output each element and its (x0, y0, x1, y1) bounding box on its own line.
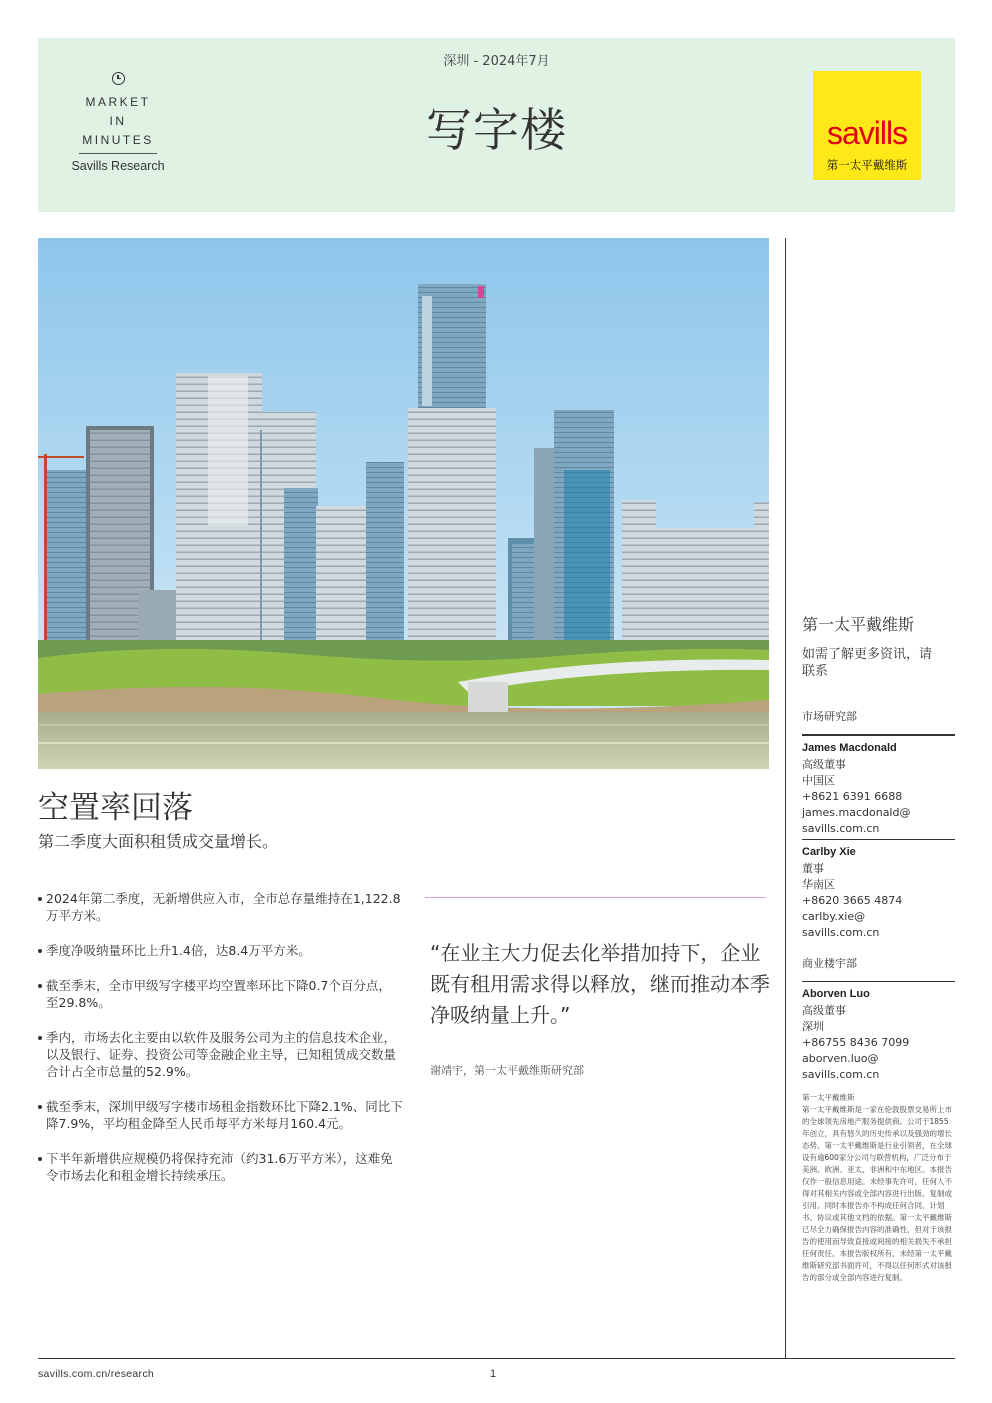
contact-email-user[interactable]: carlby.xie@ (802, 909, 866, 923)
contact-email-domain[interactable]: savills.com.cn (802, 925, 880, 939)
sidebar-divider (785, 238, 786, 1358)
key-point: 下半年新增供应规模仍将保持充沛（约31.6万平方米），这难免令市场去化和租金增长持续承压。 (38, 1150, 403, 1184)
footer-divider (38, 1358, 955, 1359)
contact-title: 高级董事 (802, 1004, 846, 1017)
sidebar-org-name: 第一太平戴维斯 (802, 615, 915, 634)
skyline-illustration (38, 238, 769, 769)
report-header (38, 38, 955, 212)
sidebar-contact-block (802, 646, 955, 1083)
key-point: 季内，市场去化主要由以软件及服务公司为主的信息技术企业，以及银行、证券、投资公司等金融企业主导，已知租赁成交数量合计占全市总量的52.9%。 (38, 1029, 403, 1080)
research-label: Savills Research (71, 159, 165, 173)
contact-region: 华南区 (802, 877, 835, 891)
savills-logo (813, 71, 921, 180)
page-number: 1 (490, 1368, 497, 1380)
contact-region: 深圳 (802, 1020, 824, 1033)
contact-name: James Macdonald (802, 741, 897, 754)
contact-phone: +86755 8436 7099 (802, 1036, 910, 1049)
about-title: 第一太平戴维斯 (802, 1093, 855, 1102)
logo-wordmark: savills (826, 115, 908, 151)
key-point: 季度净吸纳量环比上升1.4倍，达8.4万平方米。 (38, 942, 403, 959)
footer-research-link[interactable]: savills.com.cn/research (38, 1368, 155, 1380)
key-point: 截至季末，全市甲级写字楼平均空置率环比下降0.7个百分点，至29.8%。 (38, 977, 403, 1011)
pull-quote: “在业主大力促去化举措加持下，企业既有租用需求得以释放，继而推动本季净吸纳量上升。” (430, 941, 770, 1027)
mim-line-1: MARKET (85, 95, 151, 109)
department-research (802, 708, 955, 941)
key-points-list (38, 890, 403, 1202)
about-text: 第一太平戴维斯是一家在伦敦股票交易所上市的全球领先房地产服务提供商。公司于1855年创立，具有悠久的历史传承以及强劲的增长态势。第一太平戴维斯是行业引领者，在全球设有逾600家分公司与联营机构，广泛分布于美洲、欧洲、亚太、非洲和中东地区。本报告仅作一般信息用途。未经事先许可，任何人不得对其相关内容或全部内容进行出版、复制或引用。同时本报告亦不构成任何合同、计划书、协议或其他文档的依据。第一太平戴维斯已尽全力确保报告内容的准确性，但对于该报告的使用而导致直接或间接的相关损失不承担任何责任。本报告版权所有，未经第一太平戴维斯研究部书面许可，不得以任何形式对该报告的部分或全部内容进行复制。 (802, 1105, 952, 1282)
department-commercial (802, 955, 955, 1084)
contact-title: 董事 (802, 861, 824, 875)
department-name: 市场研究部 (802, 710, 857, 723)
department-divider (802, 981, 955, 983)
report-title: 写字楼 (426, 103, 567, 157)
contact-name: Carlby Xie (802, 845, 856, 858)
contact-divider (802, 839, 955, 840)
contact-name: Aborven Luo (802, 988, 870, 1000)
contact-region: 中国区 (802, 773, 835, 787)
contact-phone: +8620 3665 4874 (802, 893, 903, 907)
contact-email-domain[interactable]: savills.com.cn (802, 821, 880, 835)
about-savills (802, 1092, 955, 1284)
contact-email-user[interactable]: aborven.luo@ (802, 1052, 879, 1065)
section-subtitle: 第二季度大面积租赁成交量增长。 (38, 832, 279, 851)
mim-line-3: MINUTES (82, 133, 154, 147)
contact-title: 高级董事 (802, 757, 846, 771)
department-divider (802, 734, 955, 736)
key-point: 2024年第二季度，无新增供应入市，全市总存量维持在1,122.8万平方米。 (38, 890, 403, 924)
city-skyline-photo (38, 238, 769, 769)
contact-email-user[interactable]: james.macdonald@ (802, 805, 911, 819)
quote-divider (425, 897, 766, 898)
section-title: 空置率回落 (38, 790, 193, 826)
quote-attribution: 谢靖宇，第一太平戴维斯研究部 (430, 1064, 584, 1077)
mim-line-2: IN (109, 114, 127, 128)
contact-phone: +8621 6391 6688 (802, 789, 903, 803)
clock-icon (112, 72, 125, 85)
department-name: 商业楼宇部 (802, 956, 857, 970)
key-point: 截至季末，深圳甲级写字楼市场租金指数环比下降2.1%、同比下降7.9%，平均租金降至人民币每平方米每月160.4元。 (38, 1098, 403, 1132)
contact-email-domain[interactable]: savills.com.cn (802, 1068, 880, 1081)
logo-chinese-name: 第一太平戴维斯 (826, 158, 908, 172)
contact-prompt: 如需了解更多资讯，请联系 (802, 647, 933, 679)
report-location-date: 深圳 - 2024年7月 (443, 54, 550, 69)
